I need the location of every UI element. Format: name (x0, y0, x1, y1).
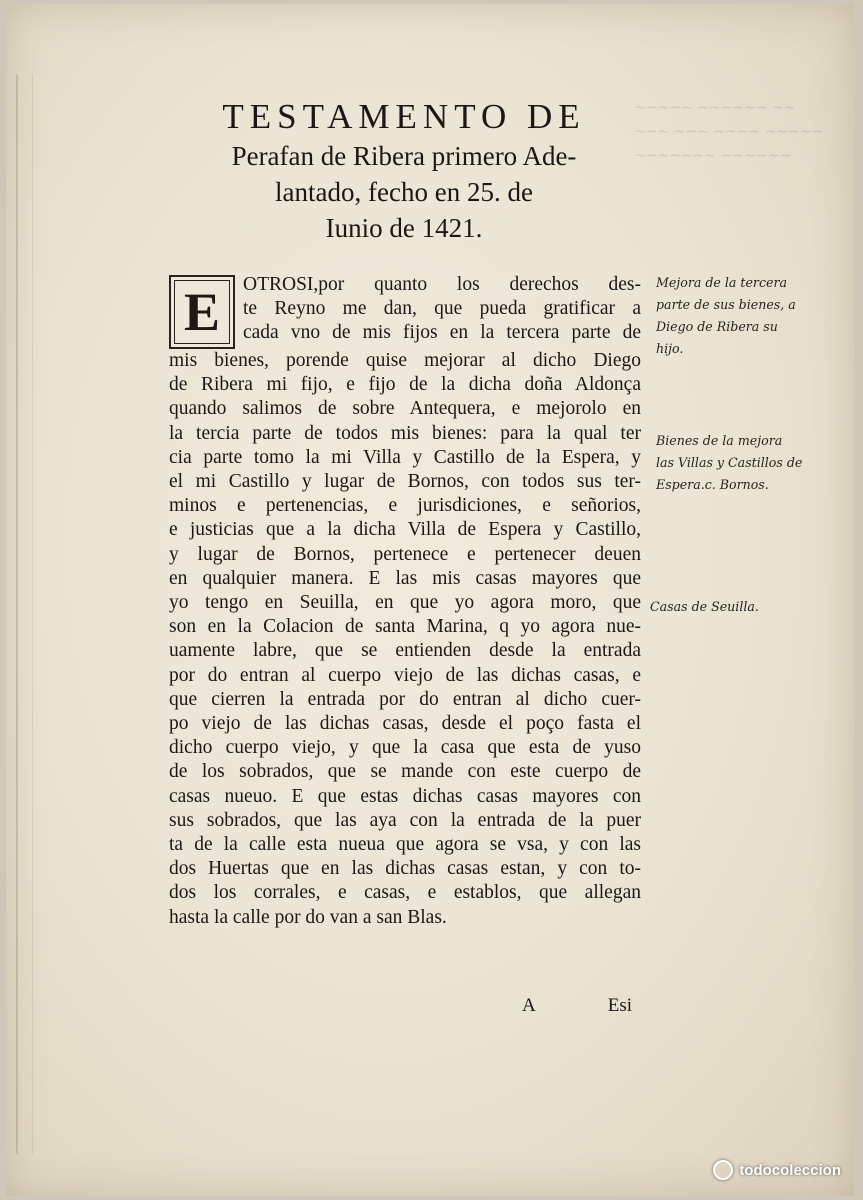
margin-note-line: Diego de Ribera su (656, 319, 778, 334)
title-line-3: lantado, fecho en 25. de (275, 177, 533, 207)
body-line: OTROSI,por quanto los derechos des- (243, 274, 641, 295)
body-line: la tercia parte de todos mis bienes: para la qual ter (169, 422, 641, 444)
body-line: e justicias que a la dicha Villa de Espera y Castillo, (169, 519, 641, 541)
body-line: de los sobrados, que se mande con este cuerpo de (169, 761, 641, 783)
title-line-4: Iunio de 1421. (325, 213, 483, 243)
body-line: te Reyno me dan, que pueda gratificar a (243, 298, 641, 320)
watermark (713, 1160, 841, 1180)
body-line: hasta la calle por do van a san Blas. (169, 906, 447, 928)
title-line-2: Perafan de Ribera primero Ade- (231, 141, 577, 171)
body-line: minos e pertenencias, e jurisdiciones, e señorios, (169, 495, 641, 517)
body-line: por do entran al cuerpo viejo de las dichas casas, e (169, 664, 641, 686)
watermark-logo-icon (713, 1160, 733, 1180)
body-line: cia parte tomo la mi Villa y Castillo de la Espera, y (169, 446, 641, 468)
margin-note-line: Casas de Seuilla. (650, 599, 759, 614)
body-line: que cierren la entrada por do entran al dicho cuer- (169, 688, 641, 710)
body-line: y lugar de Bornos, pertenece e pertenecer deuen (169, 543, 641, 565)
body-line: sus sobrados, que las aya con la entrada de la puer (169, 809, 641, 831)
body-line: ta de la calle esta nueua que agora se vsa, y con las (169, 834, 641, 856)
margin-note-casas (650, 596, 759, 618)
body-line: mis bienes, porende quise mejorar al dicho Diego (169, 350, 641, 371)
body-line: uamente labre, que se entienden desde la entrada (169, 640, 641, 662)
margin-note-line: Mejora de la tercera (656, 275, 787, 290)
body-line: cada vno de mis fijos en la tercera parte de (243, 322, 641, 344)
body-line: son en la Colacion de santa Marina, q yo agora nue- (169, 616, 641, 638)
margin-note-line: Espera.c. Bornos. (656, 477, 769, 492)
body-line: quando salimos de sobre Antequera, e mejorolo en (169, 398, 641, 420)
document-title (164, 96, 644, 246)
catchword-left: A (522, 995, 536, 1016)
body-line: casas nueuo. E que estas dichas casas mayores con (169, 785, 641, 807)
margin-note-line: parte de sus bienes, a (656, 297, 796, 312)
document-page (6, 4, 854, 1196)
page-fold (16, 74, 33, 1154)
watermark-text: todocoleccion (739, 1161, 841, 1179)
body-line: el mi Castillo y lugar de Bornos, con todos sus ter- (169, 471, 641, 493)
body-line: dicho cuerpo viejo, y que la casa que esta de yuso (169, 737, 641, 759)
title-line-1: TESTAMENTO DE (222, 97, 586, 136)
catchword (522, 995, 632, 1017)
margin-note-line: hijo. (656, 341, 684, 356)
margin-note-line: Bienes de la mejora (656, 433, 783, 448)
catchword-right: Esi (607, 995, 632, 1016)
body-text (169, 273, 641, 930)
bleed-through-text: ~~~~~ ~~~~~~ ~~ ~~~ ~~~ ~~~~ ~~~~~ ~~~~~~~ ~~~~~~ (634, 100, 824, 164)
body-line: de Ribera mi fijo, e fijo de la dicha doña Aldonça (169, 374, 641, 396)
body-line: po viejo de las dichas casas, desde el poço fasta el (169, 713, 641, 735)
margin-note-line: las Villas y Castillos de (656, 455, 803, 470)
margin-note-mejora (656, 272, 796, 360)
body-line: yo tengo en Seuilla, en que yo agora moro, que (169, 592, 641, 614)
drop-cap: E (169, 275, 235, 349)
body-line: dos los corrales, e casas, e establos, que allegan (169, 882, 641, 904)
body-line: en qualquier manera. E las mis casas mayores que (169, 567, 641, 589)
body-line: dos Huertas que en las dichas casas estan, y con to- (169, 858, 641, 880)
margin-note-bienes (656, 430, 802, 496)
